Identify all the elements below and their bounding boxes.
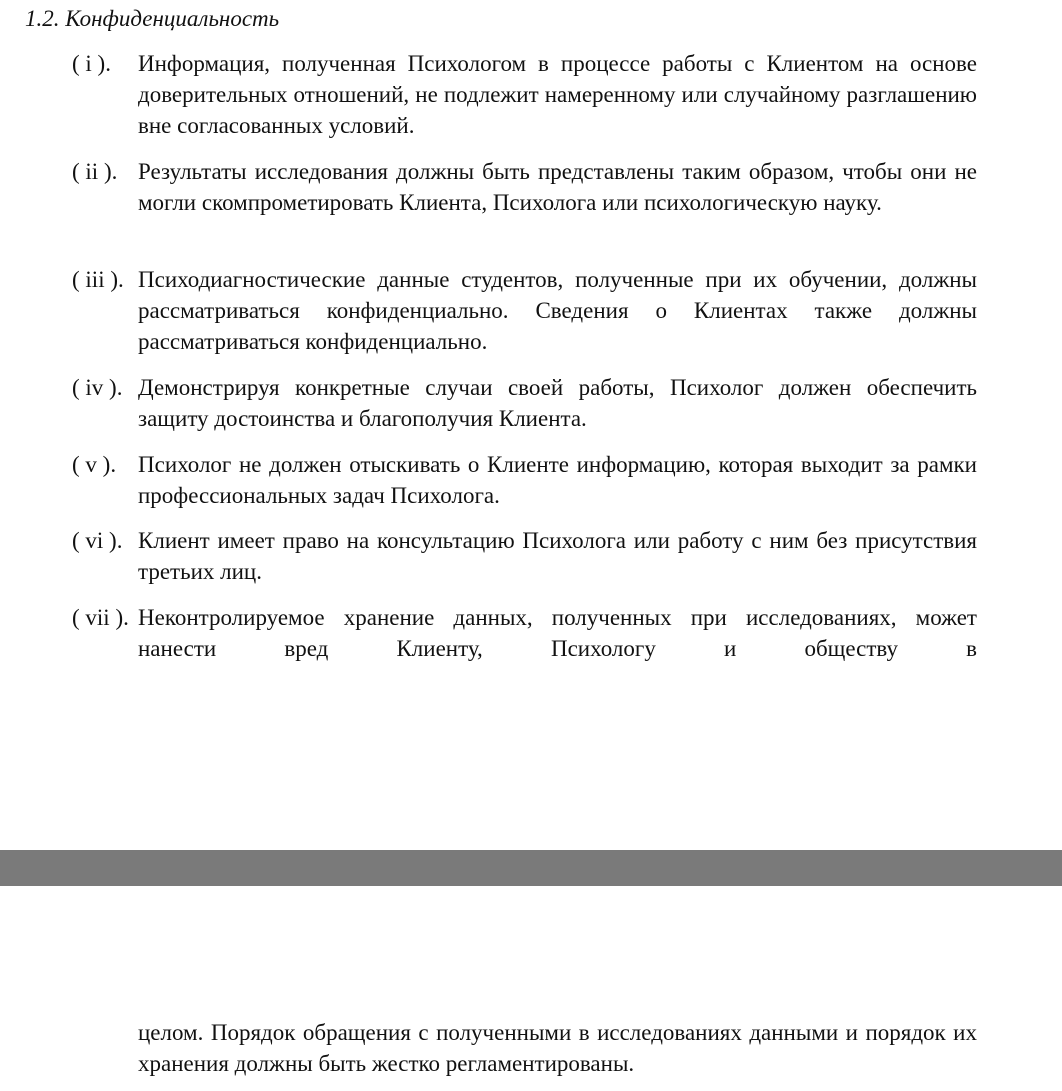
item-text: Информация, полученная Психологом в процессе работы с Клиентом на основе доверительных отношений, не подлежит намеренному или случайному разглашению вне согласованных условий. (138, 51, 977, 138)
list-item-i (72, 48, 977, 141)
item-text: Демонстрируя конкретные случаи своей работы, Психолог должен обеспечить защиту достоинства и благополучия Клиента. (138, 375, 977, 431)
list-item-v (72, 449, 977, 511)
item-text: Психодиагностические данные студентов, полученные при их обучении, должны рассматриваться конфиденциально. Сведения о Клиентах также должны рассматриваться конфиденциально. (138, 267, 977, 354)
item-marker: ( i ). (72, 51, 111, 76)
item-text: Психолог не должен отыскивать о Клиенте информацию, которая выходит за рамки профессиональных задач Психолога. (138, 452, 977, 508)
page-separator (0, 850, 1062, 886)
list-item-ii (72, 156, 977, 218)
item-marker: ( v ). (72, 452, 117, 477)
continuation-text: целом. Порядок обращения с полученными в исследованиях данными и порядок их хранения должны быть жестко регламентированы. (138, 1020, 977, 1076)
list-item-vii (72, 602, 977, 664)
item-marker: ( vi ). (72, 528, 123, 553)
list-item-vi (72, 525, 977, 587)
list-item-iv (72, 372, 977, 434)
item-marker: ( iii ). (72, 267, 124, 292)
item-marker: ( ii ). (72, 159, 118, 184)
item-marker: ( iv ). (72, 375, 123, 400)
item-marker: ( vii ). (72, 605, 129, 630)
section-heading: 1.2. Конфиденциальность (25, 6, 280, 31)
item-text: Результаты исследования должны быть представлены таким образом, чтобы они не могли скомпрометировать Клиента, Психолога или психологическую науку. (138, 159, 977, 215)
item-text: Клиент имеет право на консультацию Психолога или работу с ним без присутствия третьих лиц. (138, 528, 977, 584)
item-text: Неконтролируемое хранение данных, полученных при исследованиях, может нанести вред Клиенту, Психологу и обществу в (138, 605, 977, 661)
list-item-iii (72, 264, 977, 357)
